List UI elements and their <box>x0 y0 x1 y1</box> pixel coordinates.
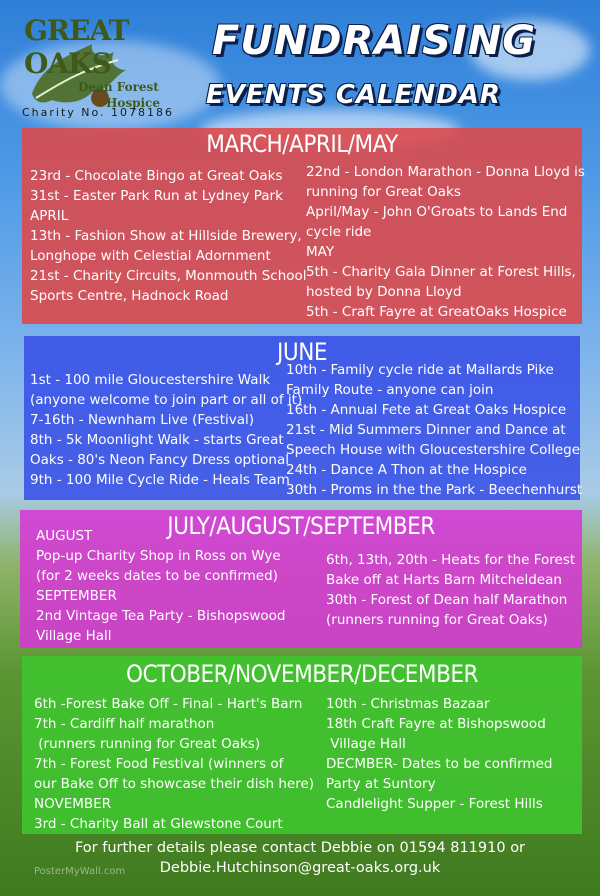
event-line: 31st - Easter Park Run at Lydney Park <box>30 188 283 204</box>
panel-heading: MARCH/APRIL/MAY <box>206 130 398 158</box>
panel-heading: JUNE <box>277 338 327 366</box>
event-line: 24th - Dance A Thon at the Hospice <box>286 462 527 478</box>
event-line: 13th - Fashion Show at Hillside Brewery, <box>30 228 302 244</box>
event-line: 6th, 13th, 20th - Heats for the Forest <box>326 552 576 568</box>
event-line: 2nd Vintage Tea Party - Bishopswood <box>36 608 286 624</box>
charity-number: Charity No. 1078186 <box>22 106 175 119</box>
event-line: Party at Suntory <box>326 776 436 792</box>
event-line: 30th - Forest of Dean half Marathon <box>326 592 568 608</box>
event-line: Pop-up Charity Shop in Ross on Wye <box>36 548 281 564</box>
event-line: 18th Craft Fayre at Bishopswood <box>326 716 546 732</box>
logo-subtitle: Dean Forest <box>78 80 159 94</box>
event-line: Village Hall <box>36 628 112 644</box>
page-title: FUNDRAISING <box>212 18 537 64</box>
month-label: AUGUST <box>36 528 93 544</box>
event-line: 7th - Forest Food Festival (winners of <box>34 756 284 772</box>
month-label: NOVEMBER <box>34 796 112 812</box>
event-line: running for Great Oaks <box>306 184 461 200</box>
event-line: our Bake Off to showcase their dish here) <box>34 776 315 792</box>
july-august-september-panel <box>20 510 582 648</box>
events-right-column <box>326 550 575 630</box>
march-april-may-panel <box>22 128 585 324</box>
event-line: Sports Centre, Hadnock Road <box>30 288 229 304</box>
contact-line: For further details please contact Debbie on 01594 811910 or <box>74 840 526 856</box>
event-line: 16th - Annual Fete at Great Oaks Hospice <box>286 402 567 418</box>
month-label: APRIL <box>30 208 69 224</box>
event-line: Speech House with Gloucestershire College <box>286 442 581 458</box>
events-left-column <box>36 526 286 646</box>
panel-heading: OCTOBER/NOVEMBER/DECEMBER <box>125 660 479 688</box>
event-line: Family Route - anyone can join <box>286 382 494 398</box>
month-label: SEPTEMBER <box>36 588 117 604</box>
event-line: 8th - 5k Moonlight Walk - starts Great <box>30 432 284 448</box>
event-line: 3rd - Charity Ball at Glewstone Court <box>34 816 283 832</box>
events-right-column <box>306 162 585 322</box>
event-line: 23rd - Chocolate Bingo at Great Oaks <box>30 168 283 184</box>
event-line: 7-16th - Newnham Live (Festival) <box>30 412 255 428</box>
event-line: cycle ride <box>306 224 372 240</box>
event-line: 1st - 100 mile Gloucestershire Walk <box>30 372 271 388</box>
panel-heading: JULY/AUGUST/SEPTEMBER <box>167 512 435 540</box>
events-right-column <box>326 694 552 814</box>
month-label: MAY <box>306 244 335 260</box>
events-left-column <box>30 166 307 306</box>
events-left-column <box>34 694 314 834</box>
event-line: (anyone welcome to join part or all of it) <box>30 392 303 408</box>
event-line: Candlelight Supper - Forest Hills <box>326 796 543 812</box>
event-line: 9th - 100 Mile Cycle Ride - Heals Team <box>30 472 290 488</box>
logo-subtitle: Hospice <box>106 96 160 110</box>
event-line: 6th -Forest Bake Off - Final - Hart's Barn <box>34 696 303 712</box>
event-line: (runners running for Great Oaks) <box>326 612 548 628</box>
event-line: 21st - Charity Circuits, Monmouth School <box>30 268 307 284</box>
event-line: (runners running for Great Oaks) <box>34 736 261 752</box>
event-line: 5th - Charity Gala Dinner at Forest Hills, <box>306 264 576 280</box>
october-november-december-panel <box>22 656 582 834</box>
event-line: 7th - Cardiff half marathon <box>34 716 215 732</box>
contact-email: Debbie.Hutchinson@great-oaks.org.uk <box>159 860 441 876</box>
event-line: 10th - Family cycle ride at Mallards Pike <box>286 362 554 378</box>
event-line: Oaks - 80's Neon Fancy Dress optional <box>30 452 290 468</box>
event-line: 22nd - London Marathon - Donna Lloyd is <box>306 164 585 180</box>
event-line: Bake off at Harts Barn Mitcheldean <box>326 572 562 588</box>
watermark: PosterMyWall.com <box>34 866 126 877</box>
event-line: hosted by Donna Lloyd <box>306 284 462 300</box>
event-line: Village Hall <box>326 736 406 752</box>
event-line: April/May - John O'Groats to Lands End <box>306 204 568 220</box>
events-right-column <box>286 360 582 500</box>
event-line: 5th - Craft Fayre at GreatOaks Hospice <box>306 304 567 320</box>
event-line: Longhope with Celestial Adornment <box>30 248 271 264</box>
event-line: (for 2 weeks dates to be confirmed) <box>36 568 278 584</box>
event-line: 21st - Mid Summers Dinner and Dance at <box>286 422 566 438</box>
event-line: 30th - Proms in the the Park - Beechenhurst <box>286 482 583 498</box>
event-line: 10th - Christmas Bazaar <box>326 696 490 712</box>
events-left-column <box>30 370 302 490</box>
event-line: DECMBER- Dates to be confirmed <box>326 756 553 772</box>
page-subtitle: EVENTS CALENDAR <box>206 80 501 110</box>
june-panel <box>24 336 583 500</box>
logo-title: GREAT OAKS <box>24 14 129 80</box>
